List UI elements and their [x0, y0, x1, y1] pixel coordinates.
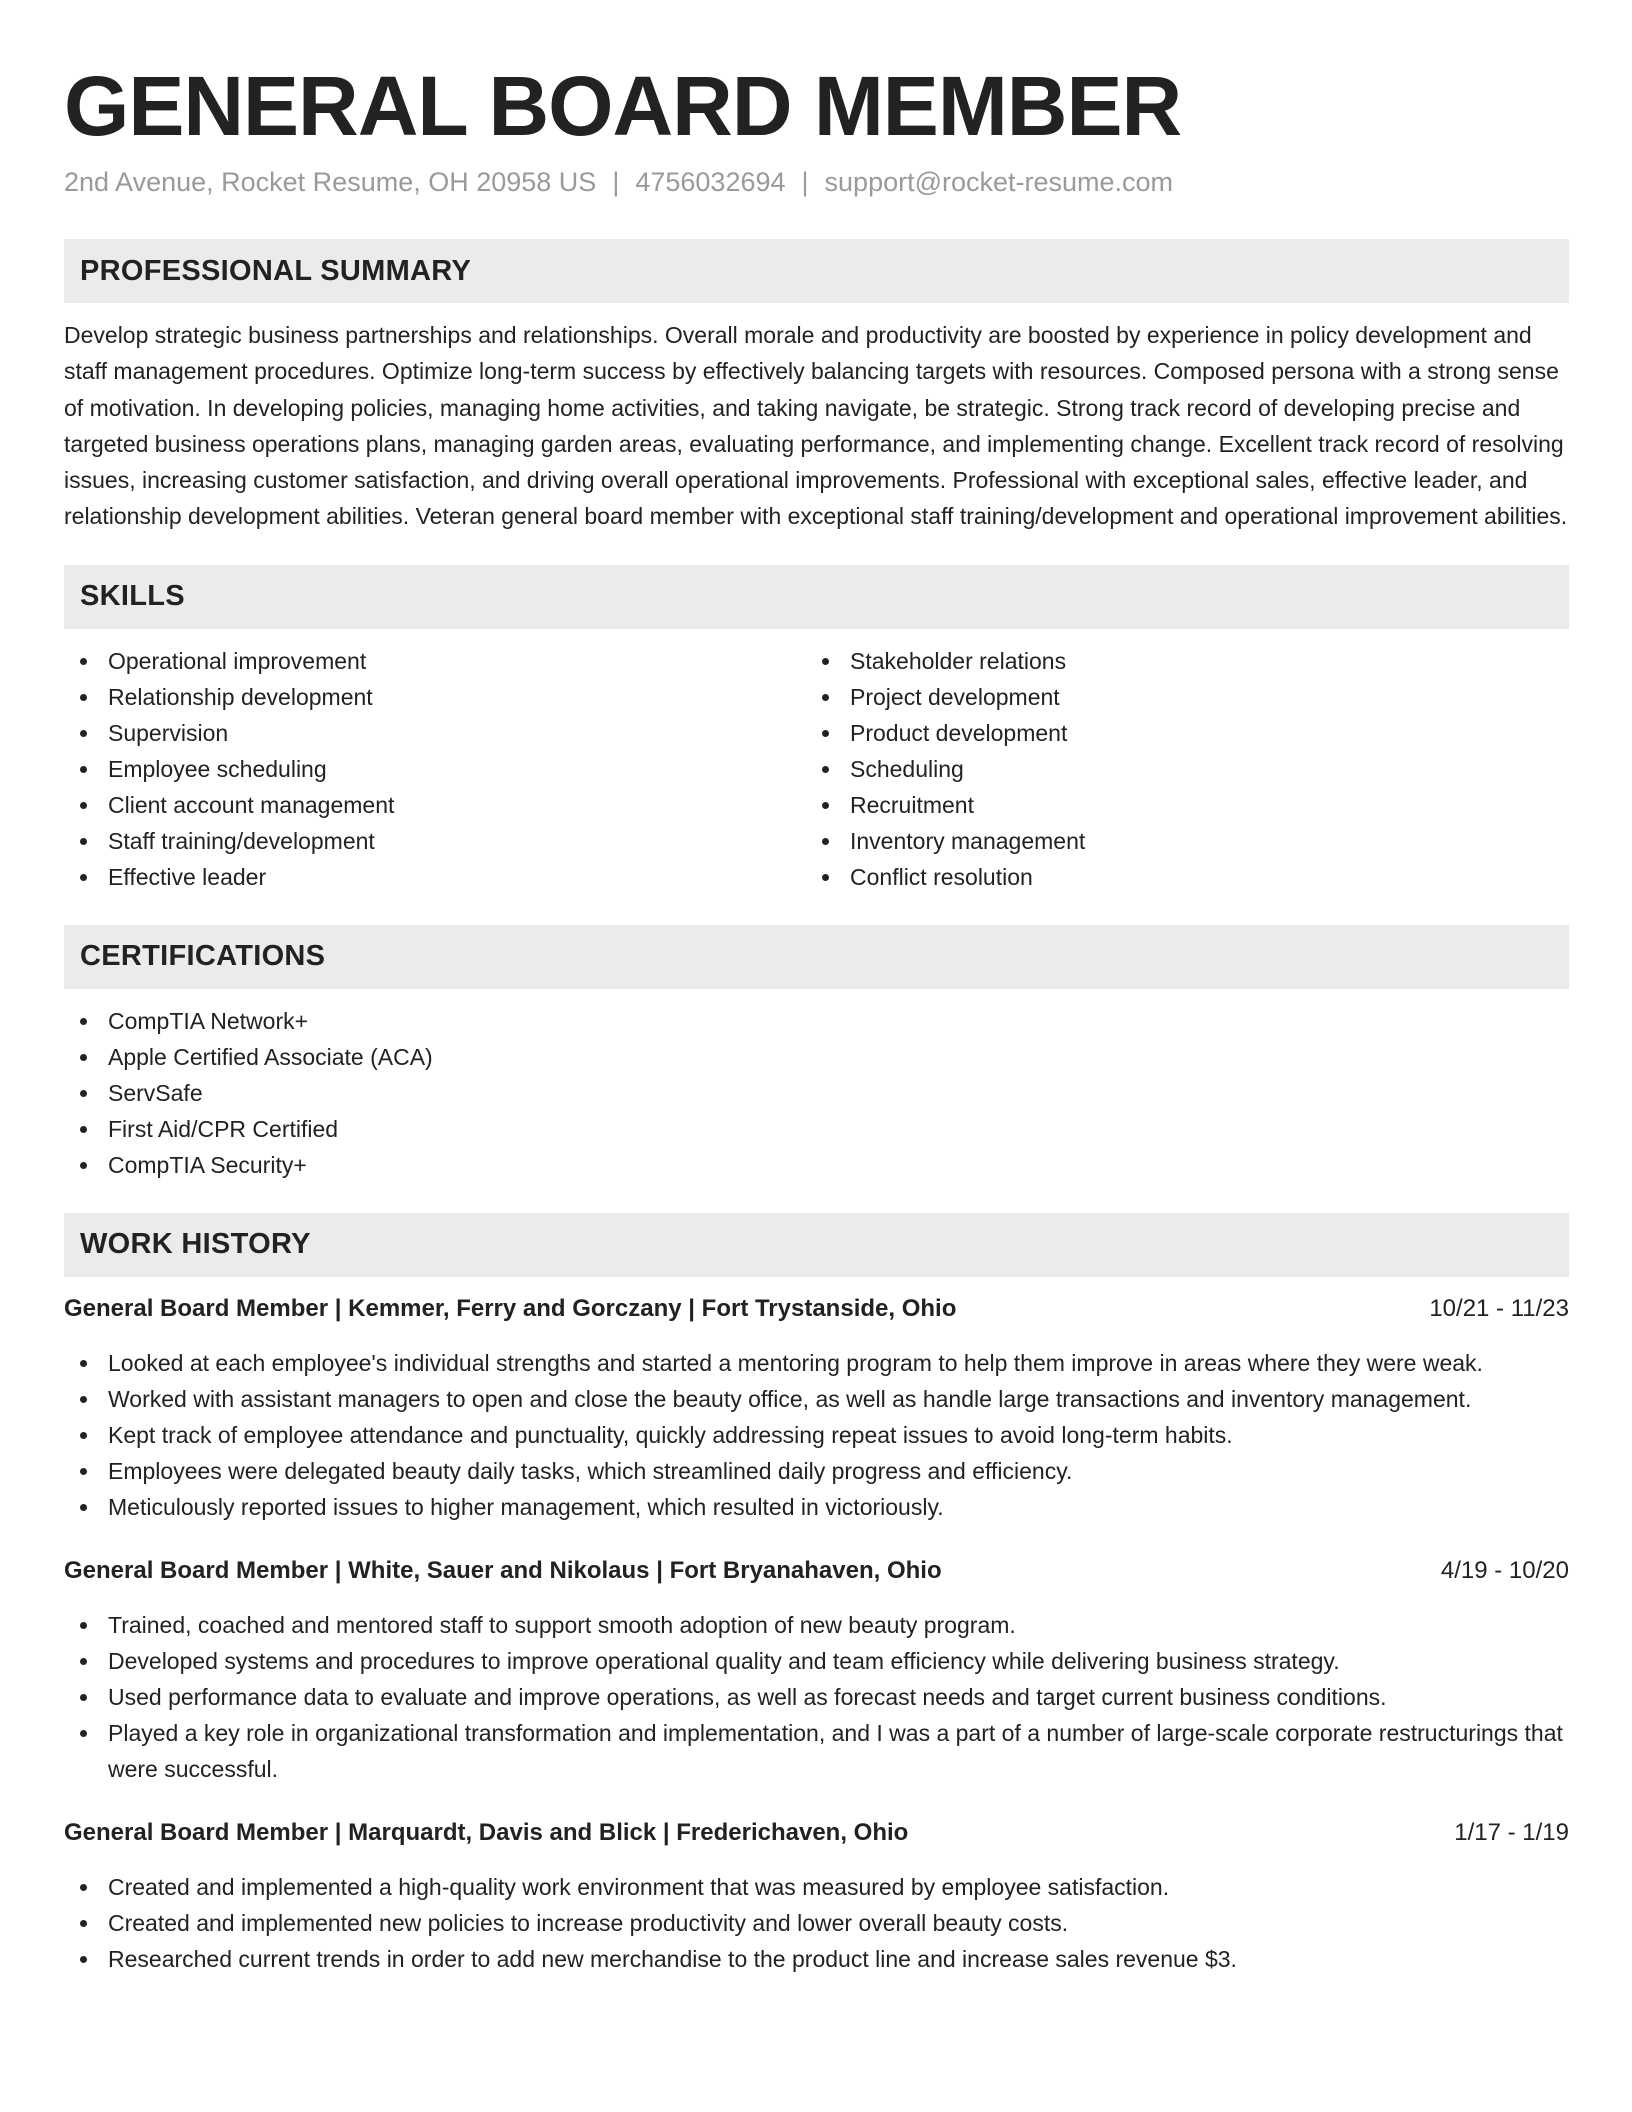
job-entry: [64, 1553, 1569, 1787]
section-header-summary: [64, 239, 1569, 303]
contact-separator: |: [801, 167, 809, 197]
skill-item: Product development: [806, 715, 1548, 751]
section-header-work-history: [64, 1213, 1569, 1277]
job-header: [64, 1815, 1569, 1851]
skill-item: Employee scheduling: [64, 751, 806, 787]
job-title: General Board Member | Kemmer, Ferry and Gorczany | Fort Trystanside, Ohio: [64, 1294, 957, 1322]
certifications-list: [64, 1003, 1569, 1183]
job-entry: [64, 1291, 1569, 1525]
job-bullets: [64, 1869, 1569, 1977]
skill-item: Stakeholder relations: [806, 643, 1548, 679]
contact-address: 2nd Avenue, Rocket Resume, OH 20958 US: [64, 167, 597, 197]
job-entry: [64, 1815, 1569, 1977]
job-bullets: [64, 1345, 1569, 1525]
job-header: [64, 1553, 1569, 1589]
section-title: CERTIFICATIONS: [80, 940, 326, 973]
skill-item: Operational improvement: [64, 643, 806, 679]
job-dates: 4/19 - 10/20: [1440, 1556, 1569, 1584]
certification-item: ServSafe: [64, 1075, 1569, 1111]
certification-item: CompTIA Security+: [64, 1147, 1569, 1183]
skill-item: Project development: [806, 679, 1548, 715]
job-title: General Board Member | Marquardt, Davis and Blick | Frederichaven, Ohio: [64, 1818, 909, 1846]
section-title: WORK HISTORY: [80, 1228, 311, 1261]
section-title: PROFESSIONAL SUMMARY: [80, 254, 472, 287]
job-bullet: Created and implemented a high-quality work environment that was measured by employee satisfaction.: [64, 1869, 1569, 1905]
certification-item: First Aid/CPR Certified: [64, 1111, 1569, 1147]
contact-email[interactable]: support@rocket-resume.com: [824, 167, 1174, 197]
skill-item: Recruitment: [806, 787, 1548, 823]
skill-item: Inventory management: [806, 823, 1548, 859]
section-header-certifications: [64, 925, 1569, 989]
job-bullet: Developed systems and procedures to improve operational quality and team efficiency while delivering business strategy.: [64, 1643, 1569, 1679]
skills-column-left: [64, 643, 806, 895]
contact-separator: |: [612, 167, 620, 197]
skill-item: Client account management: [64, 787, 806, 823]
resume-page: [64, 0, 1569, 1977]
job-bullet: Played a key role in organizational transformation and implementation, and I was a part of a number of large-scale corporate restructurings that were successful.: [64, 1715, 1569, 1787]
job-bullet: Used performance data to evaluate and improve operations, as well as forecast needs and target current business conditions.: [64, 1679, 1569, 1715]
summary-text: Develop strategic business partnerships and relationships. Overall morale and productivity are boosted by experience in policy development and staff management procedures. Optimize long-term success by effectively balancing targets with resources. Composed persona with a strong sense of motivation. In developing policies, managing home activities, and taking navigate, be strategic. Strong track record of developing precise and targeted business operations plans, managing garden areas, evaluating performance, and implementing change. Excellent track record of resolving issues, increasing customer satisfaction, and driving overall operational improvements. Professional with exceptional sales, effective leader, and relationship development abilities. Veteran general board member with exceptional staff training/development and operational improvement abilities.: [64, 322, 1568, 530]
job-bullet: Employees were delegated beauty daily tasks, which streamlined daily progress and efficiency.: [64, 1453, 1569, 1489]
contact-phone[interactable]: 4756032694: [635, 167, 786, 197]
job-bullet: Researched current trends in order to add new merchandise to the product line and increase sales revenue $3.: [64, 1941, 1569, 1977]
resume-name: GENERAL BOARD MEMBER: [64, 59, 1182, 153]
section-title: SKILLS: [80, 580, 185, 613]
job-bullet: Trained, coached and mentored staff to support smooth adoption of new beauty program.: [64, 1607, 1569, 1643]
skills-column-right: [806, 643, 1548, 895]
job-bullets: [64, 1607, 1569, 1787]
job-bullet: Created and implemented new policies to increase productivity and lower overall beauty costs.: [64, 1905, 1569, 1941]
skill-item: Scheduling: [806, 751, 1548, 787]
skill-item: Conflict resolution: [806, 859, 1548, 895]
certification-item: CompTIA Network+: [64, 1003, 1569, 1039]
job-bullet: Meticulously reported issues to higher management, which resulted in victoriously.: [64, 1489, 1569, 1525]
job-bullet: Kept track of employee attendance and punctuality, quickly addressing repeat issues to avoid long-term habits.: [64, 1417, 1569, 1453]
skill-item: Supervision: [64, 715, 806, 751]
job-bullet: Looked at each employee's individual strengths and started a mentoring program to help them improve in areas where they were weak.: [64, 1345, 1569, 1381]
skills-list: [64, 643, 1569, 895]
skill-item: Relationship development: [64, 679, 806, 715]
job-bullet: Worked with assistant managers to open and close the beauty office, as well as handle large transactions and inventory management.: [64, 1381, 1569, 1417]
section-header-skills: [64, 565, 1569, 629]
job-dates: 10/21 - 11/23: [1429, 1294, 1569, 1322]
job-title: General Board Member | White, Sauer and Nikolaus | Fort Bryanahaven, Ohio: [64, 1556, 942, 1584]
job-dates: 1/17 - 1/19: [1454, 1818, 1569, 1846]
skill-item: Staff training/development: [64, 823, 806, 859]
job-header: [64, 1291, 1569, 1327]
certification-item: Apple Certified Associate (ACA): [64, 1039, 1569, 1075]
contact-line: [64, 164, 1569, 200]
skill-item: Effective leader: [64, 859, 806, 895]
